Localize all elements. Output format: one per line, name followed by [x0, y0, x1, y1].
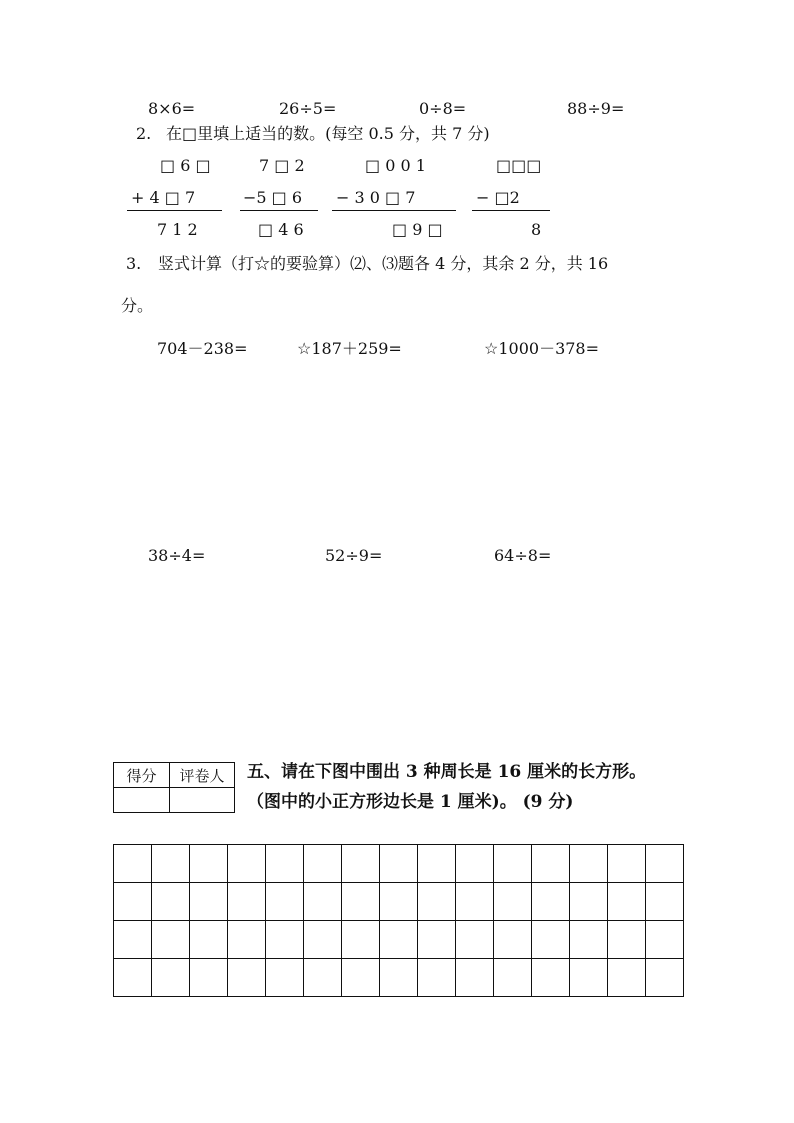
- grid-cell[interactable]: [456, 845, 494, 883]
- q2-a-line: [127, 210, 222, 211]
- grid-cell[interactable]: [266, 845, 304, 883]
- grid-cell[interactable]: [342, 883, 380, 921]
- q3-problem-1: 704－238=: [157, 339, 248, 358]
- grid-cell[interactable]: [532, 845, 570, 883]
- grid-cell[interactable]: [380, 921, 418, 959]
- grid-cell[interactable]: [532, 921, 570, 959]
- q3-problem-3: ☆1000－378=: [484, 339, 600, 358]
- grader-cell[interactable]: [170, 788, 235, 813]
- grid-cell[interactable]: [228, 959, 266, 997]
- grid-cell[interactable]: [608, 921, 646, 959]
- grid-cell[interactable]: [456, 921, 494, 959]
- q3-instructions-cont: 分。: [121, 296, 154, 315]
- score-table: [113, 762, 235, 813]
- grid-cell[interactable]: [190, 883, 228, 921]
- grid-cell[interactable]: [570, 959, 608, 997]
- grid-cell[interactable]: [304, 883, 342, 921]
- grid-cell[interactable]: [646, 921, 684, 959]
- q3-problem-6: 64÷8=: [494, 546, 552, 565]
- q2-a-bot: 7 1 2: [157, 220, 198, 239]
- grid-cell[interactable]: [228, 883, 266, 921]
- grader-header: 评卷人: [170, 763, 235, 788]
- grid-cell[interactable]: [456, 959, 494, 997]
- square-grid[interactable]: [113, 844, 684, 997]
- score-header: 得分: [114, 763, 170, 788]
- q2-d-mid: − □2: [476, 188, 520, 207]
- grid-cell[interactable]: [456, 883, 494, 921]
- q2-a-mid: + 4 □ 7: [131, 188, 196, 207]
- grid-cell[interactable]: [608, 883, 646, 921]
- grid-cell[interactable]: [266, 921, 304, 959]
- grid-cell[interactable]: [152, 845, 190, 883]
- grid-cell[interactable]: [608, 959, 646, 997]
- grid-cell[interactable]: [532, 883, 570, 921]
- q3-problem-5: 52÷9=: [325, 546, 383, 565]
- grid-cell[interactable]: [380, 845, 418, 883]
- section5-subtitle: （图中的小正方形边长是 1 厘米)。 (9 分): [247, 792, 574, 812]
- grid-cell[interactable]: [570, 883, 608, 921]
- grid-cell[interactable]: [342, 845, 380, 883]
- grid-cell[interactable]: [190, 921, 228, 959]
- problem-26div5: 26÷5=: [279, 99, 337, 118]
- q2-b-bot: □ 4 6: [258, 220, 304, 239]
- q2-d-bot: 8: [531, 220, 542, 239]
- q2-c-top: □ 0 0 1: [365, 156, 426, 175]
- grid-cell[interactable]: [190, 845, 228, 883]
- grid-cell[interactable]: [646, 883, 684, 921]
- grid-cell[interactable]: [608, 845, 646, 883]
- q2-c-bot: □ 9 □: [392, 220, 443, 239]
- grid-cell[interactable]: [342, 921, 380, 959]
- grid-cell[interactable]: [304, 921, 342, 959]
- score-cell[interactable]: [114, 788, 170, 813]
- grid-cell[interactable]: [494, 921, 532, 959]
- grid-cell[interactable]: [266, 883, 304, 921]
- grid-cell[interactable]: [114, 921, 152, 959]
- q2-instructions: 在□里填上适当的数。(每空 0.5 分，共 7 分): [166, 124, 490, 143]
- grid-cell[interactable]: [152, 883, 190, 921]
- grid-cell[interactable]: [380, 883, 418, 921]
- grid-cell[interactable]: [418, 883, 456, 921]
- grid-cell[interactable]: [342, 959, 380, 997]
- grid-cell[interactable]: [152, 959, 190, 997]
- grid-cell[interactable]: [418, 959, 456, 997]
- section5-title: 五、请在下图中围出 3 种周长是 16 厘米的长方形。: [247, 762, 647, 782]
- grid-cell[interactable]: [190, 959, 228, 997]
- grid-cell[interactable]: [304, 959, 342, 997]
- problem-0div8: 0÷8=: [419, 99, 467, 118]
- grid-cell[interactable]: [266, 959, 304, 997]
- grid-cell[interactable]: [494, 959, 532, 997]
- q2-c-mid: − 3 0 □ 7: [336, 188, 416, 207]
- grid-cell[interactable]: [304, 845, 342, 883]
- q2-b-mid: −5 □ 6: [243, 188, 303, 207]
- q2-b-line: [240, 210, 318, 211]
- grid-cell[interactable]: [380, 959, 418, 997]
- q3-problem-4: 38÷4=: [148, 546, 206, 565]
- q3-number: 3.: [126, 254, 142, 273]
- grid-cell[interactable]: [152, 921, 190, 959]
- grid-cell[interactable]: [418, 921, 456, 959]
- grid-cell[interactable]: [228, 845, 266, 883]
- grid-cell[interactable]: [114, 959, 152, 997]
- q2-b-top: 7 □ 2: [259, 156, 305, 175]
- grid-cell[interactable]: [114, 845, 152, 883]
- q2-a-top: □ 6 □: [160, 156, 211, 175]
- grid-cell[interactable]: [532, 959, 570, 997]
- q3-problem-2: ☆187＋259=: [297, 339, 402, 358]
- problem-8x6: 8×6=: [148, 99, 196, 118]
- grid-cell[interactable]: [228, 921, 266, 959]
- grid-cell[interactable]: [114, 883, 152, 921]
- q3-instructions: 竖式计算（打☆的要验算）⑵、⑶题各 4 分，其余 2 分，共 16: [158, 254, 609, 273]
- grid-cell[interactable]: [570, 921, 608, 959]
- grid-cell[interactable]: [646, 959, 684, 997]
- q2-number: 2.: [136, 124, 152, 143]
- grid-cell[interactable]: [570, 845, 608, 883]
- grid-cell[interactable]: [646, 845, 684, 883]
- q2-c-line: [332, 210, 456, 211]
- q2-d-top: □□□: [496, 156, 542, 175]
- grid-cell[interactable]: [418, 845, 456, 883]
- problem-88div9: 88÷9=: [567, 99, 625, 118]
- q2-d-line: [472, 210, 550, 211]
- grid-cell[interactable]: [494, 845, 532, 883]
- grid-cell[interactable]: [494, 883, 532, 921]
